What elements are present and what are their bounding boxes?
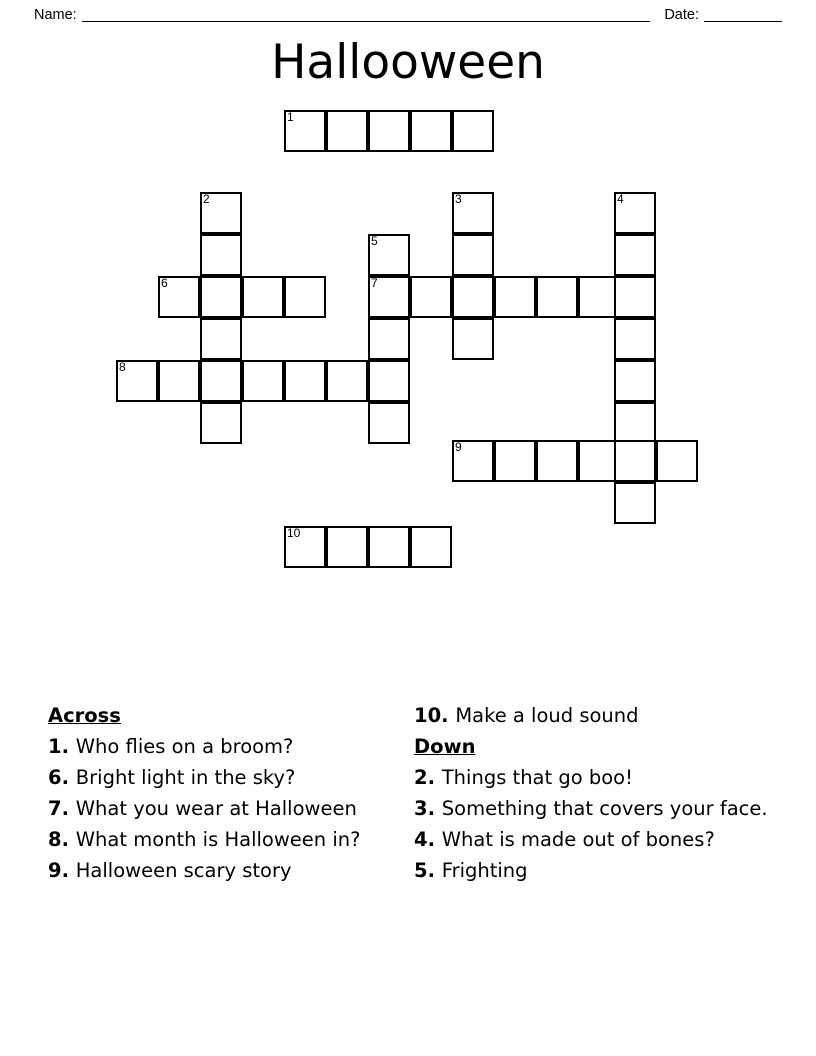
crossword-cell[interactable] xyxy=(614,402,656,444)
crossword-cell[interactable] xyxy=(614,360,656,402)
cell-number-10: 10 xyxy=(287,526,301,540)
crossword-cell[interactable] xyxy=(452,276,494,318)
crossword-cell[interactable] xyxy=(284,360,326,402)
crossword-cell[interactable] xyxy=(200,192,242,234)
crossword-cell[interactable] xyxy=(200,318,242,360)
crossword-cell[interactable] xyxy=(368,360,410,402)
clue-across-7 xyxy=(48,793,408,824)
crossword-cell[interactable] xyxy=(368,276,410,318)
crossword-cell[interactable] xyxy=(368,402,410,444)
crossword-cell[interactable] xyxy=(410,110,452,152)
clue-across-9 xyxy=(48,855,408,886)
clue-text: Who flies on a broom? xyxy=(75,735,294,758)
clue-number: 5. xyxy=(414,859,442,882)
clue-number: 10. xyxy=(414,704,456,727)
clue-number: 3. xyxy=(414,797,442,820)
clue-text: Something that covers your face. xyxy=(441,797,768,820)
clue-text: Make a loud sound xyxy=(455,704,639,727)
crossword-cell[interactable] xyxy=(158,360,200,402)
clue-down-5 xyxy=(414,855,768,886)
clue-across-1 xyxy=(48,731,408,762)
crossword-cell[interactable] xyxy=(452,110,494,152)
cell-number-3: 3 xyxy=(455,192,462,206)
crossword-cell[interactable] xyxy=(614,234,656,276)
clue-text: Things that go boo! xyxy=(441,766,633,789)
crossword-cell[interactable] xyxy=(200,360,242,402)
crossword-cell[interactable] xyxy=(284,110,326,152)
clue-text: Halloween scary story xyxy=(75,859,292,882)
crossword-cell[interactable] xyxy=(284,526,326,568)
clue-number: 9. xyxy=(48,859,76,882)
clue-text: What month is Halloween in? xyxy=(75,828,361,851)
crossword-cell[interactable] xyxy=(614,482,656,524)
crossword-cell[interactable] xyxy=(284,276,326,318)
crossword-cell[interactable] xyxy=(536,276,578,318)
crossword-cell[interactable] xyxy=(368,110,410,152)
crossword-cell[interactable] xyxy=(200,402,242,444)
crossword-cell[interactable] xyxy=(614,276,656,318)
clue-text: What you wear at Halloween xyxy=(75,797,357,820)
clue-down-2 xyxy=(414,762,768,793)
crossword-cell[interactable] xyxy=(326,526,368,568)
clue-number: 4. xyxy=(414,828,442,851)
crossword-cell[interactable] xyxy=(200,234,242,276)
cell-number-8: 8 xyxy=(119,360,126,374)
clue-across-6 xyxy=(48,762,408,793)
clue-text: What is made out of bones? xyxy=(441,828,715,851)
crossword-cell[interactable] xyxy=(158,276,200,318)
down-heading: Down xyxy=(414,735,476,758)
cell-number-9: 9 xyxy=(455,440,462,454)
crossword-cell[interactable] xyxy=(200,276,242,318)
clue-down-4 xyxy=(414,824,768,855)
crossword-cell[interactable] xyxy=(614,318,656,360)
crossword-cell[interactable] xyxy=(326,110,368,152)
cell-number-7: 7 xyxy=(371,276,378,290)
clue-number: 6. xyxy=(48,766,76,789)
crossword-cell[interactable] xyxy=(116,360,158,402)
across-heading: Across xyxy=(48,704,121,727)
crossword-cell[interactable] xyxy=(452,318,494,360)
clue-across-8 xyxy=(48,824,408,855)
crossword-cell[interactable] xyxy=(242,360,284,402)
clue-text: Bright light in the sky? xyxy=(75,766,296,789)
clues-section xyxy=(48,700,768,886)
clue-number: 1. xyxy=(48,735,76,758)
crossword-cell[interactable] xyxy=(494,440,536,482)
clue-number: 7. xyxy=(48,797,76,820)
page-title: Hallooween xyxy=(271,35,545,90)
cell-number-5: 5 xyxy=(371,234,378,248)
cell-number-6: 6 xyxy=(161,276,168,290)
crossword-cell[interactable] xyxy=(614,440,656,482)
clues-column-right xyxy=(408,700,768,886)
cell-number-2: 2 xyxy=(203,192,210,206)
crossword-cell[interactable] xyxy=(452,234,494,276)
clue-down-3 xyxy=(414,793,768,824)
clue-across-10 xyxy=(414,700,768,731)
clues-column-left xyxy=(48,700,408,886)
crossword-cell[interactable] xyxy=(326,360,368,402)
crossword-cell[interactable] xyxy=(368,234,410,276)
clue-number: 2. xyxy=(414,766,442,789)
crossword-cell[interactable] xyxy=(494,276,536,318)
crossword-cell[interactable] xyxy=(368,318,410,360)
crossword-cell[interactable] xyxy=(410,276,452,318)
clue-number: 8. xyxy=(48,828,76,851)
cell-number-1: 1 xyxy=(287,110,294,124)
crossword-cell[interactable] xyxy=(452,440,494,482)
crossword-cell[interactable] xyxy=(368,526,410,568)
date-label: Date: xyxy=(664,7,699,23)
crossword-cell[interactable] xyxy=(242,276,284,318)
clue-text: Frighting xyxy=(441,859,528,882)
crossword-cell[interactable] xyxy=(536,440,578,482)
cell-number-4: 4 xyxy=(617,192,624,206)
crossword-cell[interactable] xyxy=(452,192,494,234)
name-label: Name: xyxy=(34,7,77,23)
crossword-cell[interactable] xyxy=(656,440,698,482)
crossword-cell[interactable] xyxy=(410,526,452,568)
crossword-cell[interactable] xyxy=(614,192,656,234)
